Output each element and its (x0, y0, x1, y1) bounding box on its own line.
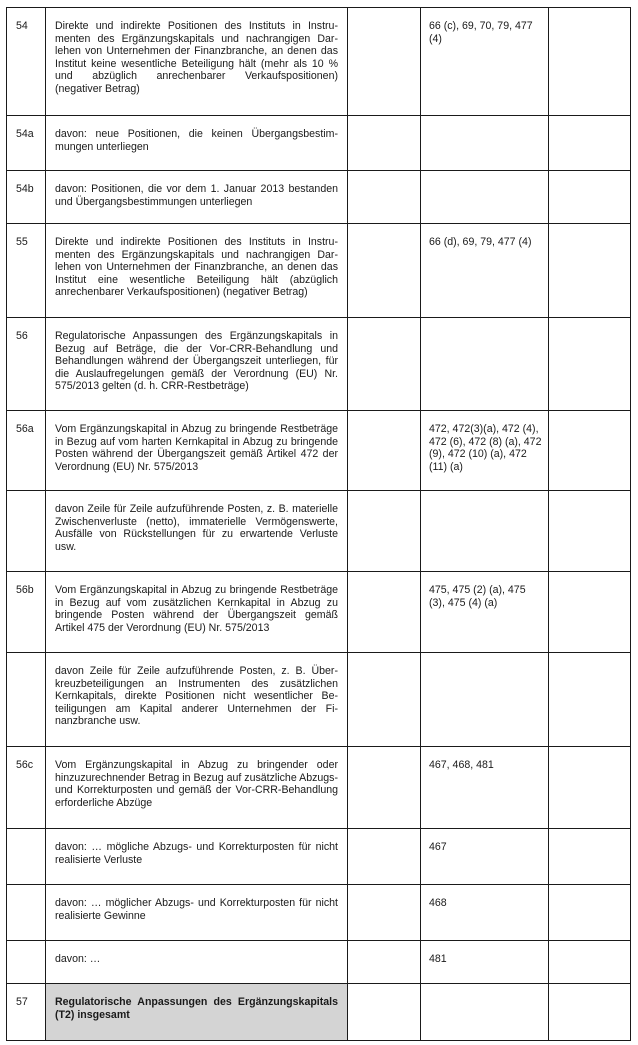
row-reference: 481 (421, 941, 549, 984)
row-number: 54b (7, 171, 46, 224)
row-description: davon: neue Positionen, die keinen Übergangsbestimmungen unterliegen (46, 116, 348, 171)
row-number: 54a (7, 116, 46, 171)
row-amount-cell (348, 941, 421, 984)
row-extra-cell (549, 411, 631, 491)
row-reference: 468 (421, 885, 549, 941)
row-reference: 66 (c), 69, 70, 79, 477 (4) (421, 8, 549, 116)
row-reference: 467 (421, 829, 549, 885)
row-description: davon: … möglicher Abzugs- und Korrekturposten für nicht realisierte Gewinne (46, 885, 348, 941)
row-extra-cell (549, 318, 631, 411)
row-description: davon Zeile für Zeile aufzuführende Posten, z. B. materielle Zwischenverluste (netto), immaterielle Vermögenswerte, Ausfälle von Rückstellungen für zu erwartende Verluste usw. (46, 491, 348, 572)
row-extra-cell (549, 491, 631, 572)
row-number: 56b (7, 572, 46, 653)
row-reference (421, 116, 549, 171)
table-row-57-total (7, 984, 631, 1041)
row-amount-cell (348, 984, 421, 1041)
row-description: davon: Positionen, die vor dem 1. Januar 2013 bestanden und Übergangsbestimmungen unterliegen (46, 171, 348, 224)
row-extra-cell (549, 572, 631, 653)
row-amount-cell (348, 829, 421, 885)
row-number: 54 (7, 8, 46, 116)
row-reference (421, 491, 549, 572)
row-amount-cell (348, 885, 421, 941)
row-amount-cell (348, 572, 421, 653)
row-reference (421, 984, 549, 1041)
row-reference: 467, 468, 481 (421, 747, 549, 829)
row-number (7, 885, 46, 941)
row-extra-cell (549, 984, 631, 1041)
row-reference (421, 171, 549, 224)
row-description-total: Regulatorische Anpassungen des Ergänzungskapitals (T2) insgesamt (46, 984, 348, 1041)
row-number (7, 491, 46, 572)
table-row-54 (7, 8, 631, 116)
row-reference: 66 (d), 69, 79, 477 (4) (421, 224, 549, 318)
row-number: 56 (7, 318, 46, 411)
row-number (7, 941, 46, 984)
row-extra-cell (549, 8, 631, 116)
row-number: 57 (7, 984, 46, 1041)
table-row-56c (7, 747, 631, 829)
row-description: Regulatorische Anpassungen des Ergänzungskapitals in Bezug auf Beträge, die der Vor-CRR-Behandlung und Behandlungen während der Übergangszeit unterliegen, für die Auslaufregelungen gemäß der Verordnung (EU) Nr. 575/2013 gelten (d. h. CRR-Restbeträge) (46, 318, 348, 411)
row-extra-cell (549, 116, 631, 171)
row-amount-cell (348, 653, 421, 747)
row-description: Vom Ergänzungskapital in Abzug zu bringende Restbeträge in Bezug auf vom harten Kernkapital in Abzug zu bringende Posten während der Übergangszeit gemäß Artikel 472 der Verordnung (EU) Nr. 575/2013 (46, 411, 348, 491)
table-row-56a-detail (7, 491, 631, 572)
row-description: Direkte und indirekte Positionen des Instituts in Instrumenten des Ergänzungskapitals und nachrangigen Darlehen von Unternehmen der Finanzbranche, an denen das Institut keine wesentliche Beteiligung hält (mehr als 10 % und abzüglich anrechenbarer Verkaufspositionen) (negativer Betrag) (46, 8, 348, 116)
table-row-55 (7, 224, 631, 318)
row-reference: 475, 475 (2) (a), 475 (3), 475 (4) (a) (421, 572, 549, 653)
row-amount-cell (348, 411, 421, 491)
row-amount-cell (348, 491, 421, 572)
row-extra-cell (549, 171, 631, 224)
table-row-56c-other (7, 941, 631, 984)
row-number: 56a (7, 411, 46, 491)
row-number (7, 653, 46, 747)
row-extra-cell (549, 941, 631, 984)
regulatory-capital-table (6, 7, 631, 1041)
row-description: Vom Ergänzungskapital in Abzug zu bringender oder hinzuzurechnender Betrag in Bezug auf zusätzliche Abzugs- und Korrekturposten und gemäß der Vor-CRR-Behandlung erforderliche Abzüge (46, 747, 348, 829)
row-extra-cell (549, 747, 631, 829)
row-reference (421, 318, 549, 411)
row-description: Direkte und indirekte Positionen des Instituts in Instrumenten des Ergänzungskapitals und nachrangigen Darlehen von Unternehmen der Finanzbranche, an denen das Institut eine wesentliche Beteiligung hält (abzüglich anrechenbarer Verkaufspositionen) (negativer Betrag) (46, 224, 348, 318)
table-row-56b-detail (7, 653, 631, 747)
row-description: davon Zeile für Zeile aufzuführende Posten, z. B. Überkreuzbeteiligungen an Instrumenten des zusätzlichen Kernkapitals, direkte Positionen nicht wesentlicher Beteiligungen am Kapital anderer Unternehmen der Finanzbranche usw. (46, 653, 348, 747)
table-row-56b (7, 572, 631, 653)
row-description: davon: … mögliche Abzugs- und Korrekturposten für nicht realisierte Verluste (46, 829, 348, 885)
table-row-56c-gains (7, 885, 631, 941)
table-row-54b (7, 171, 631, 224)
row-amount-cell (348, 171, 421, 224)
row-extra-cell (549, 885, 631, 941)
row-reference: 472, 472(3)(a), 472 (4), 472 (6), 472 (8) (a), 472 (9), 472 (10) (a), 472 (11) (a) (421, 411, 549, 491)
row-extra-cell (549, 829, 631, 885)
row-description: Vom Ergänzungskapital in Abzug zu bringende Restbeträge in Bezug auf vom zusätzlichen Kernkapital in Abzug zu bringende Posten während der Übergangszeit gemäß Artikel 475 der Verordnung (EU) Nr. 575/2013 (46, 572, 348, 653)
table-row-56 (7, 318, 631, 411)
row-reference (421, 653, 549, 747)
row-number: 56c (7, 747, 46, 829)
table-row-56c-losses (7, 829, 631, 885)
row-amount-cell (348, 747, 421, 829)
table-row-54a (7, 116, 631, 171)
row-number: 55 (7, 224, 46, 318)
row-amount-cell (348, 116, 421, 171)
row-number (7, 829, 46, 885)
row-extra-cell (549, 653, 631, 747)
row-description: davon: … (46, 941, 348, 984)
table-row-56a (7, 411, 631, 491)
row-amount-cell (348, 318, 421, 411)
row-amount-cell (348, 8, 421, 116)
row-extra-cell (549, 224, 631, 318)
row-amount-cell (348, 224, 421, 318)
